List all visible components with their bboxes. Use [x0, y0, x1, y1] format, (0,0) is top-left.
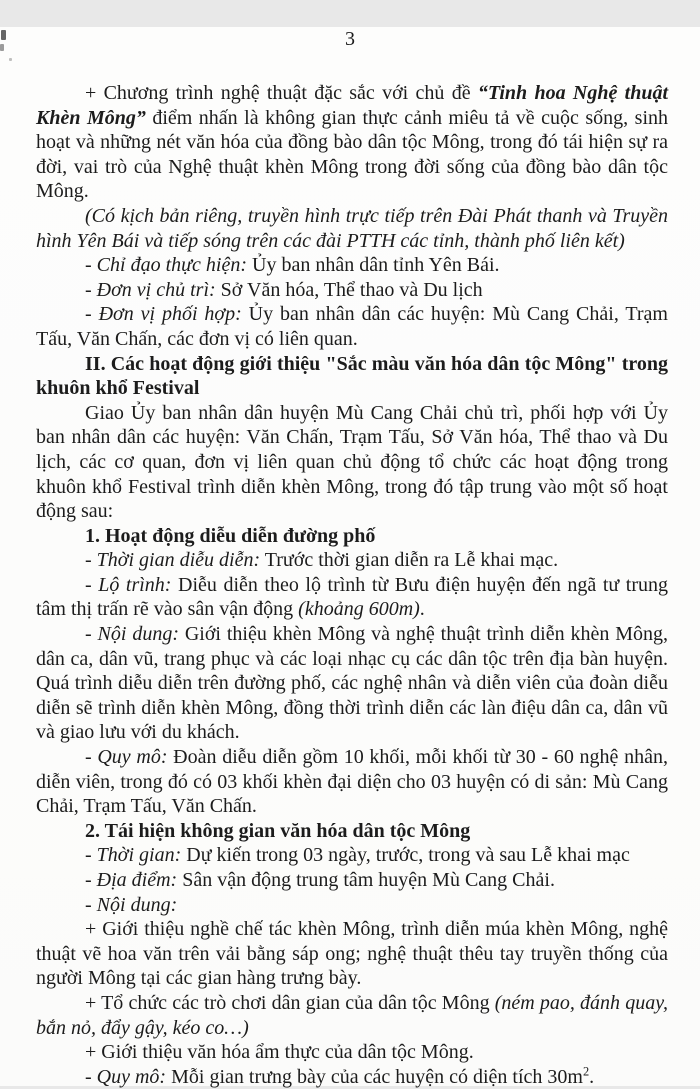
activity-2-heading — [36, 819, 668, 844]
text-run: 2 — [582, 1064, 590, 1079]
text-run: Địa điểm: — [96, 869, 178, 891]
activity-1-scale-item — [36, 745, 668, 819]
activity-2-content-label — [36, 893, 668, 918]
section-2-heading — [36, 352, 668, 401]
text-run: Giao Ủy ban nhân dân huyện Mù Cang Chải chủ trì, phối hợp với Ủy ban nhân dân các huyện: Văn Chấn, Trạm Tấu, Sở Văn hóa, Thể thao và Du lịch, các cơ quan, đơn vị liên quan chủ động tổ chức các hoạt động trong khuôn khổ Festival trình diễn khèn Mông, trong đó tập trung vào một số hoạt động sau: — [36, 401, 668, 523]
text-run: + Tổ chức các trò chơi dân gian của dân tộc Mông — [85, 991, 495, 1014]
text-run: Thời gian: — [96, 844, 182, 867]
text-run: - — [85, 573, 99, 596]
art-program-paragraph — [36, 81, 668, 204]
activity-1-content-item — [36, 622, 668, 745]
text-run: Nội dung: — [97, 623, 179, 646]
text-run: Quy mô: — [96, 1065, 167, 1088]
text-run: - — [85, 869, 97, 891]
text-run: Trước thời gian diễn ra Lễ khai mạc. — [260, 549, 559, 572]
text-run: Ủy ban nhân dân các huyện: Mù Cang Chải, Trạm Tấu, Văn Chấn, các đơn vị có liên quan. — [36, 303, 668, 350]
scan-artifact — [1, 30, 6, 40]
activity-1-route-item — [36, 573, 668, 622]
text-run: - — [85, 1065, 97, 1088]
text-run: - — [85, 746, 98, 769]
text-run: Sân vận động trung tâm huyện Mù Cang Chải. — [177, 869, 555, 891]
text-run: - — [85, 623, 98, 646]
text-run: Đơn vị phối hợp: — [98, 303, 242, 326]
assignment-paragraph — [36, 401, 668, 524]
text-run: “Tinh hoa Nghệ thuật Khèn Mông” — [36, 82, 669, 129]
text-run: Đơn vị chủ trì: — [96, 278, 216, 301]
text-run: - — [85, 278, 97, 301]
text-run: - — [85, 254, 97, 277]
text-run: Sở Văn hóa, Thể thao và Du lịch — [215, 278, 483, 301]
text-run: - — [85, 303, 99, 326]
coordination-unit-item — [36, 302, 668, 351]
text-run: Đoàn diễu diễn gồm 10 khối, mỗi khối từ 30 - 60 nghệ nhân, diễn viên, trong đó có 03 khối khèn đại diện cho 03 huyện có di sản: Mù Cang Chải, Trạm Tấu, Văn Chấn. — [36, 746, 668, 818]
page-number: 3 — [345, 28, 355, 50]
text-run: Diễu diễn theo lộ trình từ Bưu điện huyện đến ngã tư trung tâm thị trấn rẽ vào sân vận động — [36, 573, 668, 621]
text-run: (ném pao, đánh quay, bắn nỏ, đẩy gậy, kéo co…) — [36, 991, 668, 1039]
document-body — [36, 81, 668, 1089]
text-run: Quy mô: — [97, 746, 168, 769]
text-run: điểm nhấn là không gian thực cảnh miêu tả về cuộc sống, sinh hoạt và những nét văn hóa của đồng bào dân tộc Mông, trong đó tái hiện sự ra đời, vai trò của Nghệ thuật khèn Mông trong đời sống của đồng bào dân tộc Mông. — [36, 106, 668, 203]
text-run: 1. Hoạt động diễu diễn đường phố — [85, 524, 376, 547]
text-run: . — [419, 598, 425, 621]
activity-2-place-item — [36, 868, 668, 893]
text-run: + Giới thiệu văn hóa ẩm thực của dân tộc Mông. — [85, 1041, 474, 1064]
broadcast-note — [36, 204, 668, 253]
scan-artifact — [9, 58, 12, 61]
text-run: (khoảng 600m) — [298, 598, 420, 621]
activity-1-time-item — [36, 548, 668, 573]
scan-artifact — [0, 44, 4, 51]
text-run: Giới thiệu khèn Mông và nghệ thuật trình diễn khèn Mông, dân ca, dân vũ, trang phục và các loại nhạc cụ các dân tộc trên địa bàn huyện. Quá trình diễu diễn trên đường phố, các nghệ nhân và diễn viên của đoàn diễu diễn sẽ trình diễn khèn Mông, đồng thời trình diễn các làn điệu dân ca, dân vũ và giao lưu với du khách. — [36, 623, 668, 744]
text-run: Nội dung: — [96, 893, 178, 916]
direction-item — [36, 253, 668, 278]
document-page — [0, 27, 700, 1086]
text-run: Dự kiến trong 03 ngày, trước, trong và sau Lễ khai mạc — [181, 844, 630, 867]
text-run: II. Các hoạt động giới thiệu "Sắc màu văn hóa dân tộc Mông" trong khuôn khổ Festival — [36, 352, 668, 400]
text-run: Lộ trình: — [98, 573, 172, 596]
text-run: Ủy ban nhân dân tỉnh Yên Bái. — [247, 254, 500, 277]
activity-2-time-item — [36, 843, 668, 868]
text-run: 2. Tái hiện không gian văn hóa dân tộc Mông — [85, 819, 471, 842]
text-run: + Chương trình nghệ thuật đặc sắc với chủ đề — [85, 82, 478, 104]
text-run: Chỉ đạo thực hiện: — [96, 254, 248, 277]
text-run: + Giới thiệu nghề chế tác khèn Mông, trình diễn múa khèn Mông, nghệ thuật vẽ hoa văn trên vải bằng sáp ong; nghệ thuật thêu tay truyền thống của người Mông tại các gian hàng trưng bày. — [36, 918, 668, 990]
text-run: Thời gian diễu diễn: — [96, 549, 261, 572]
text-run: . — [589, 1065, 595, 1088]
activity-2-content-item-2 — [36, 991, 668, 1040]
text-run: Mỗi gian trưng bày của các huyện có diện tích 30m — [166, 1065, 583, 1088]
text-run: - — [85, 893, 97, 916]
activity-2-content-item-1 — [36, 917, 668, 991]
host-unit-item — [36, 278, 668, 303]
text-run: - — [85, 844, 97, 867]
text-run: (Có kịch bản riêng, truyền hình trực tiếp trên Đài Phát thanh và Truyền hình Yên Bái và tiếp sóng trên các đài PTTH các tỉnh, thành phố liên kết) — [36, 204, 668, 252]
activity-1-heading — [36, 524, 668, 549]
text-run: - — [85, 549, 97, 572]
activity-2-scale-item — [36, 1065, 668, 1089]
activity-2-content-item-3 — [36, 1040, 668, 1065]
